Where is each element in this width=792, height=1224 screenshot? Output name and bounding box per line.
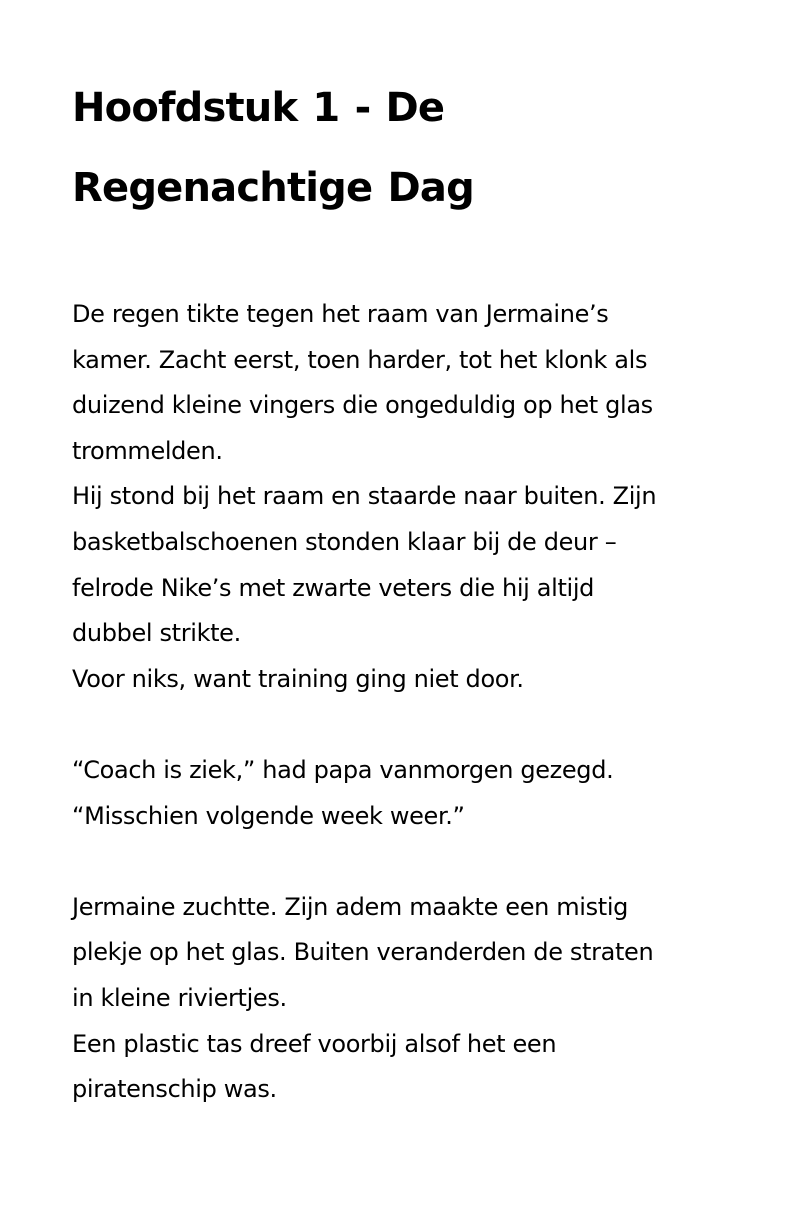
text-line: dubbel strikte.	[72, 619, 241, 648]
text-line: kamer. Zacht eerst, toen harder, tot het klonk als	[72, 345, 648, 374]
text-line: in kleine riviertjes.	[72, 983, 287, 1012]
text-line: felrode Nike’s met zwarte veters die hij altijd	[72, 573, 595, 602]
text-line: Voor niks, want training ging niet door.	[72, 664, 524, 693]
paragraph-6	[72, 1022, 732, 1113]
chapter-title-line-1: Hoofdstuk 1 - De	[72, 85, 445, 131]
chapter-page	[72, 68, 732, 1113]
chapter-body	[72, 292, 732, 1113]
paragraph-1	[72, 292, 732, 474]
text-line: plekje op het glas. Buiten veranderden de straten	[72, 938, 654, 967]
text-line: trommelden.	[72, 436, 223, 465]
paragraph-5	[72, 885, 732, 1022]
chapter-title-line-2: Regenachtige Dag	[72, 165, 474, 211]
paragraph-3	[72, 657, 732, 703]
paragraph-4	[72, 748, 732, 839]
paragraph-spacer	[72, 839, 732, 885]
text-line: “Coach is ziek,” had papa vanmorgen gezegd.	[72, 755, 614, 784]
text-line: Jermaine zuchtte. Zijn adem maakte een mistig	[72, 892, 629, 921]
text-line: basketbalschoenen stonden klaar bij de deur –	[72, 527, 617, 556]
paragraph-2	[72, 474, 732, 656]
paragraph-spacer	[72, 702, 732, 748]
text-line: Hij stond bij het raam en staarde naar buiten. Zijn	[72, 482, 657, 511]
text-line: duizend kleine vingers die ongeduldig op het glas	[72, 391, 653, 420]
text-line: piratenschip was.	[72, 1075, 277, 1104]
chapter-title	[72, 68, 732, 228]
text-line: De regen tikte tegen het raam van Jermaine’s	[72, 300, 609, 328]
text-line: Een plastic tas dreef voorbij alsof het een	[72, 1029, 557, 1058]
text-line: “Misschien volgende week weer.”	[72, 801, 465, 830]
